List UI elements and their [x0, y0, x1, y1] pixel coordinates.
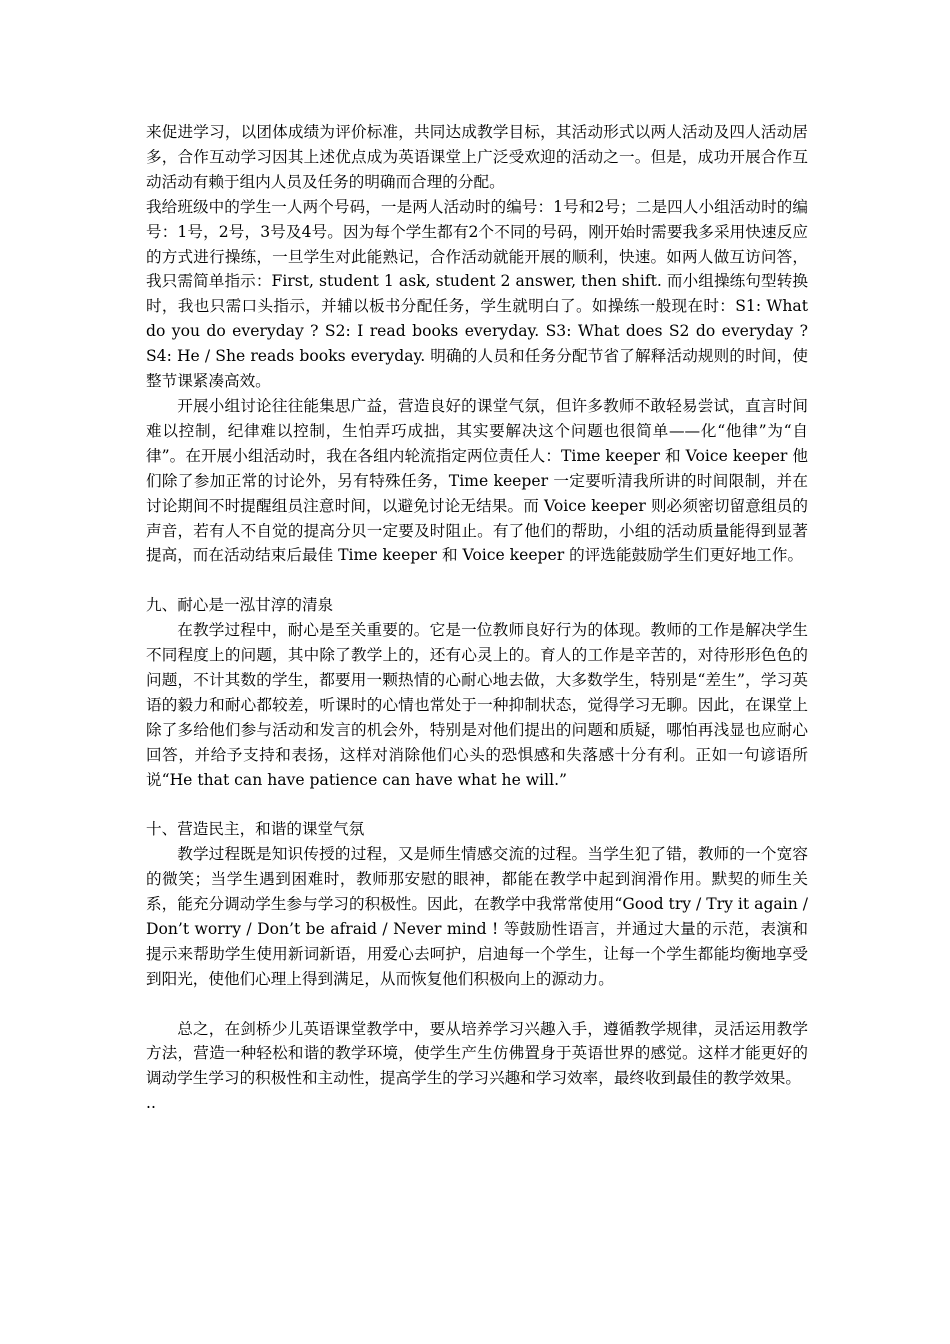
paragraph-conclusion: 总之，在剑桥少儿英语课堂教学中，要从培养学习兴趣入手，遵循教学规律，灵活运用教学方法，营造一种轻松和谐的教学环境，使学生产生仿佛置身于英语世界的感觉。这样才能更好的调动学生学习的积极性和主动性，提高学生的学习兴趣和学习效率，最终收到最佳的教学效果。 [146, 1019, 808, 1088]
document-page [146, 120, 808, 1116]
section-heading-patience: 九、耐心是一泓甘淳的清泉 [146, 596, 334, 615]
paragraph-student-numbering: 我给班级中的学生一人两个号码，一是两人活动时的编号：1号和2号；二是四人小组活动时的编号：1号，2号，3号及4号。因为每个学生都有2个不同的号码，刚开始时需要我多采用快速反应的方式进行操练，一旦学生对此能熟记，合作活动就能开展的顺利，快速。如两人做互访问答，我只需简单指示：First, student 1 ask, student 2 answer, then shift. 而小组操练句型转换时，我也只需口头指示，并辅以板书分配任务，学生就明白了。如操练一般现在时：S1: What do you do everyday ? S2: I read books everyday. S3: What does S2 do everyday ? S4: He / She reads books everyday. 明确的人员和任务分配节省了解释活动规则的时间，使整节课紧凑高效。 [146, 197, 808, 391]
section-heading-democratic-atmosphere: 十、营造民主，和谐的课堂气氛 [146, 820, 365, 839]
spacer [146, 992, 808, 1017]
spacer [146, 568, 808, 593]
trailing-dots: .. [146, 1094, 156, 1113]
paragraph-democratic-atmosphere: 教学过程既是知识传授的过程，又是师生情感交流的过程。当学生犯了错，教师的一个宽容的微笑；当学生遇到困难时，教师那安慰的眼神，都能在教学中起到润滑作用。默契的师生关系，能充分调动学生参与学习的积极性。因此，在教学中我常常使用“Good try / Try it again / Don’t worry / Don’t be afraid / Never mind ! 等鼓励性语言，并通过大量的示范，表演和提示来帮助学生使用新词新语，用爱心去呵护，启迪每一个学生，让每一个学生都能均衡地享受到阳光，使他们心理上得到满足，从而恢复他们积极向上的源动力。 [146, 845, 808, 988]
paragraph-group-work-intro: 来促进学习，以团体成绩为评价标准，共同达成教学目标，其活动形式以两人活动及四人活动居多，合作互动学习因其上述优点成为英语课堂上广泛受欢迎的活动之一。但是，成功开展合作互动活动有赖于组内人员及任务的明确而合理的分配。 [146, 123, 808, 191]
paragraph-patience: 在教学过程中，耐心是至关重要的。它是一位教师良好行为的体现。教师的工作是解决学生不同程度上的问题，其中除了教学上的，还有心灵上的。育人的工作是辛苦的，对待形形色色的问题，不计其数的学生，都要用一颗热情的心耐心地去做，大多数学生，特别是“差生”，学习英语的毅力和耐心都较差，听课时的心情也常处于一种抑制状态，觉得学习无聊。因此，在课堂上除了多给他们参与活动和发言的机会外，特别是对他们提出的问题和质疑，哪怕再浅显也应耐心回答，并给予支持和表扬，这样对消除他们心头的恐惧感和失落感十分有利。正如一句谚语所说“He that can have patience can have what he will.” [146, 621, 808, 789]
paragraph-group-discussion: 开展小组讨论往往能集思广益，营造良好的课堂气氛，但许多教师不敢轻易尝试，直言时间难以控制，纪律难以控制，生怕弄巧成拙，其实要解决这个问题也很简单——化“他律”为“自律”。在开展小组活动时，我在各组内轮流指定两位责任人：Time keeper 和 Voice keeper 他们除了参加正常的讨论外，另有特殊任务，Time keeper 一定要听清我所讲的时间限制，并在讨论期间不时提醒组员注意时间，以避免讨论无结果。而 Voice keeper 则必须密切留意组员的声音，若有人不自觉的提高分贝一定要及时阻止。有了他们的帮助，小组的活动质量能得到显著提高，而在活动结束后最佳 Time keeper 和 Voice keeper 的评选能鼓励学生们更好地工作。 [146, 396, 808, 565]
spacer [146, 792, 808, 817]
